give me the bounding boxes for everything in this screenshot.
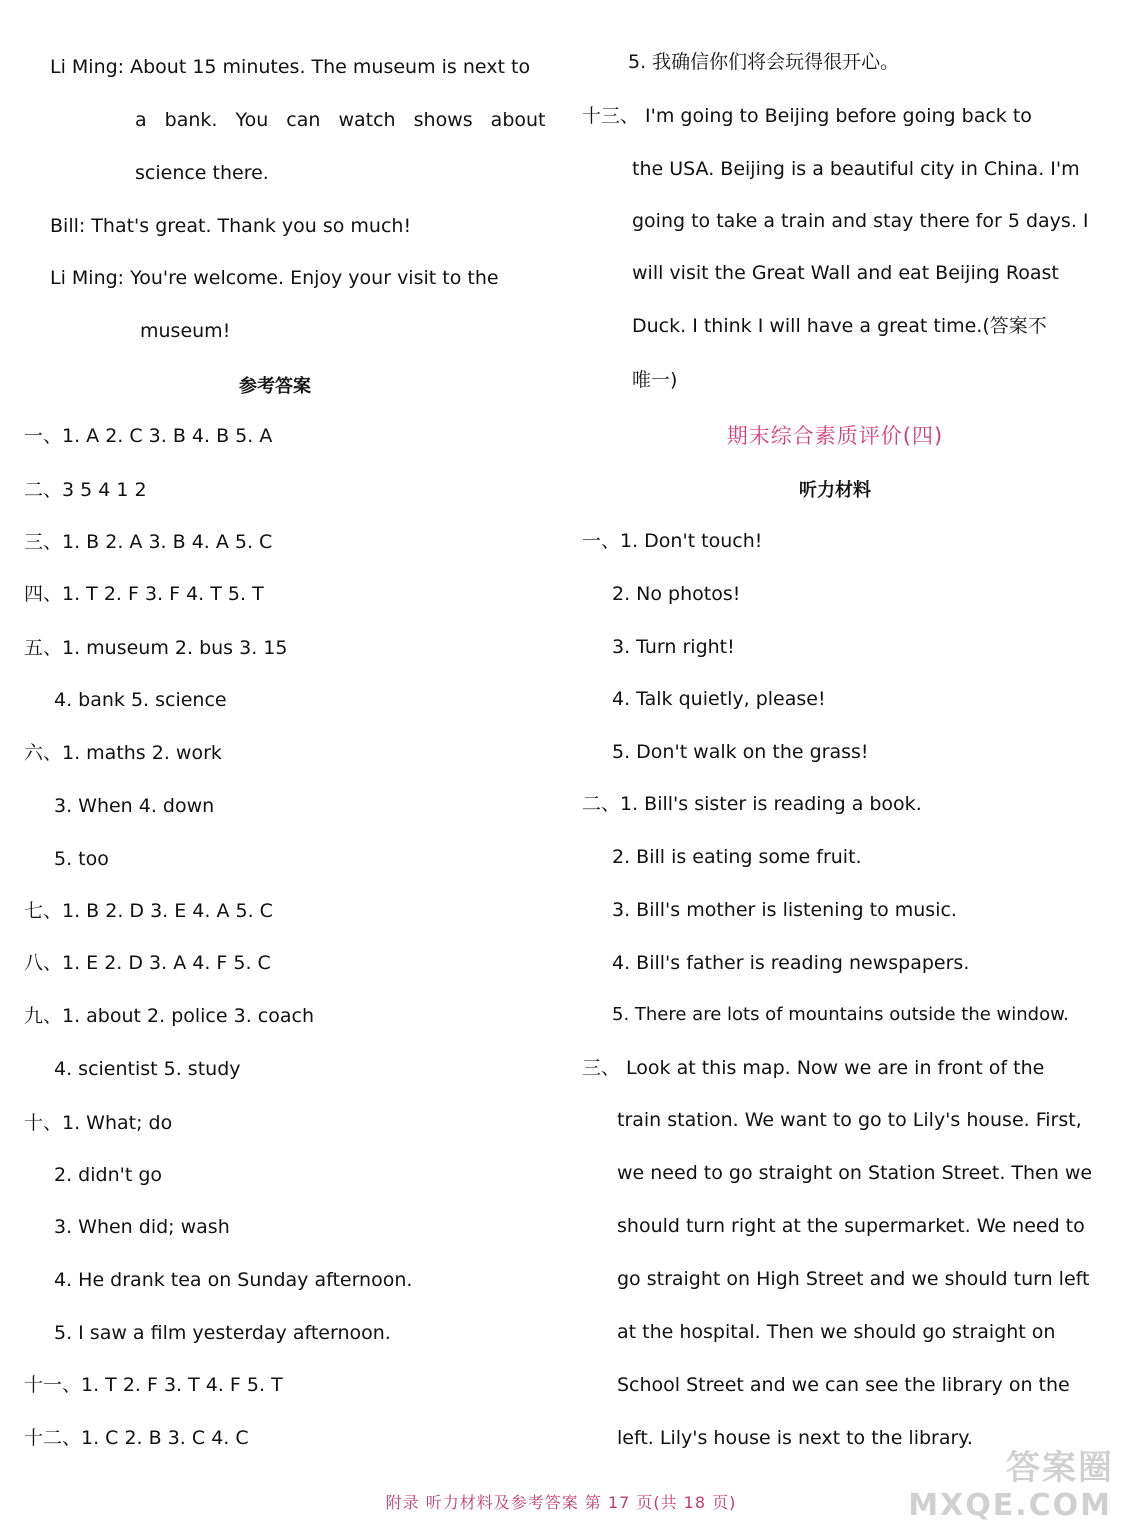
- watermark-logo: 答案圈: [1006, 1448, 1114, 1488]
- answer-line: 4. scientist 5. study: [54, 1058, 241, 1080]
- dialogue-line: Bill: That's great. Thank you so much!: [50, 215, 412, 237]
- answer-line: 十一、1. T 2. F 3. T 4. F 5. T: [24, 1374, 283, 1396]
- dialogue-line: museum!: [140, 320, 231, 342]
- answer-line: 七、1. B 2. D 3. E 4. A 5. C: [24, 900, 273, 922]
- listening-line: School Street and we can see the library on the: [617, 1374, 1070, 1396]
- writing-line: 十三、 I'm going to Beijing before going back to: [582, 105, 1032, 127]
- listening-title: 听力材料: [799, 480, 871, 501]
- writing-line: the USA. Beijing is a beautiful city in China. I'm: [632, 158, 1080, 180]
- writing-line: will visit the Great Wall and eat Beijing Roast: [632, 262, 1059, 284]
- dialogue-line: science there.: [135, 162, 269, 184]
- listening-line: should turn right at the supermarket. We need to: [617, 1215, 1085, 1237]
- answer-line: 5. too: [54, 848, 109, 870]
- listening-line: left. Lily's house is next to the library.: [617, 1427, 973, 1449]
- listening-line: 5. Don't walk on the grass!: [612, 741, 869, 763]
- answer-line: 六、1. maths 2. work: [24, 742, 222, 764]
- listening-line: 3. Bill's mother is listening to music.: [612, 899, 957, 921]
- listening-line: 4. Talk quietly, please!: [612, 688, 826, 710]
- dialogue-line: a bank. You can watch shows about: [135, 109, 546, 131]
- answer-line: 九、1. about 2. police 3. coach: [24, 1005, 314, 1027]
- writing-line: 唯一): [632, 369, 678, 391]
- answer-line: 八、1. E 2. D 3. A 4. F 5. C: [24, 952, 271, 974]
- listening-line: train station. We want to go to Lily's house. First,: [617, 1109, 1082, 1131]
- answer-line: 5. 我确信你们将会玩得很开心。: [628, 51, 900, 73]
- answer-line: 2. didn't go: [54, 1164, 163, 1186]
- listening-line: we need to go straight on Station Street. Then we: [617, 1162, 1093, 1184]
- listening-line: 5. There are lots of mountains outside the window.: [612, 1004, 1069, 1025]
- answer-line: 五、1. museum 2. bus 3. 15: [24, 637, 288, 659]
- answer-line: 3. When did; wash: [54, 1216, 230, 1238]
- answer-line: 二、3 5 4 1 2: [24, 479, 147, 501]
- answer-line: 5. I saw a film yesterday afternoon.: [54, 1322, 391, 1344]
- writing-line: Duck. I think I will have a great time.(答案不: [632, 315, 1047, 337]
- listening-line: 三、 Look at this map. Now we are in front of the: [582, 1057, 1045, 1079]
- answer-line: 一、1. A 2. C 3. B 4. B 5. A: [24, 425, 273, 447]
- page-footer: 附录 听力材料及参考答案 第 17 页(共 18 页): [385, 1493, 737, 1512]
- answer-line: 三、1. B 2. A 3. B 4. A 5. C: [24, 531, 273, 553]
- answer-line: 3. When 4. down: [54, 795, 215, 817]
- section-title: 期末综合素质评价(四): [726, 424, 944, 448]
- answer-line: 十二、1. C 2. B 3. C 4. C: [24, 1427, 249, 1449]
- listening-line: 二、1. Bill's sister is reading a book.: [582, 793, 922, 815]
- writing-line: going to take a train and stay there for 5 days. I: [632, 210, 1089, 232]
- dialogue-line: Li Ming: About 15 minutes. The museum is next to: [50, 56, 531, 78]
- answer-line: 4. bank 5. science: [54, 689, 227, 711]
- dialogue-line: Li Ming: You're welcome. Enjoy your visit to the: [50, 267, 499, 289]
- listening-line: 一、1. Don't touch!: [582, 530, 763, 552]
- answer-line: 四、1. T 2. F 3. F 4. T 5. T: [24, 583, 264, 605]
- answer-line: 4. He drank tea on Sunday afternoon.: [54, 1269, 413, 1291]
- listening-line: 4. Bill's father is reading newspapers.: [612, 952, 970, 974]
- listening-line: 2. Bill is eating some fruit.: [612, 846, 862, 868]
- watermark-url: MXQE.COM: [908, 1488, 1112, 1523]
- answer-line: 十、1. What; do: [24, 1112, 173, 1134]
- listening-line: 2. No photos!: [612, 583, 741, 605]
- answers-title: 参考答案: [239, 376, 311, 397]
- listening-line: at the hospital. Then we should go straight on: [617, 1321, 1056, 1343]
- listening-line: go straight on High Street and we should turn left: [617, 1268, 1090, 1290]
- listening-line: 3. Turn right!: [612, 636, 735, 658]
